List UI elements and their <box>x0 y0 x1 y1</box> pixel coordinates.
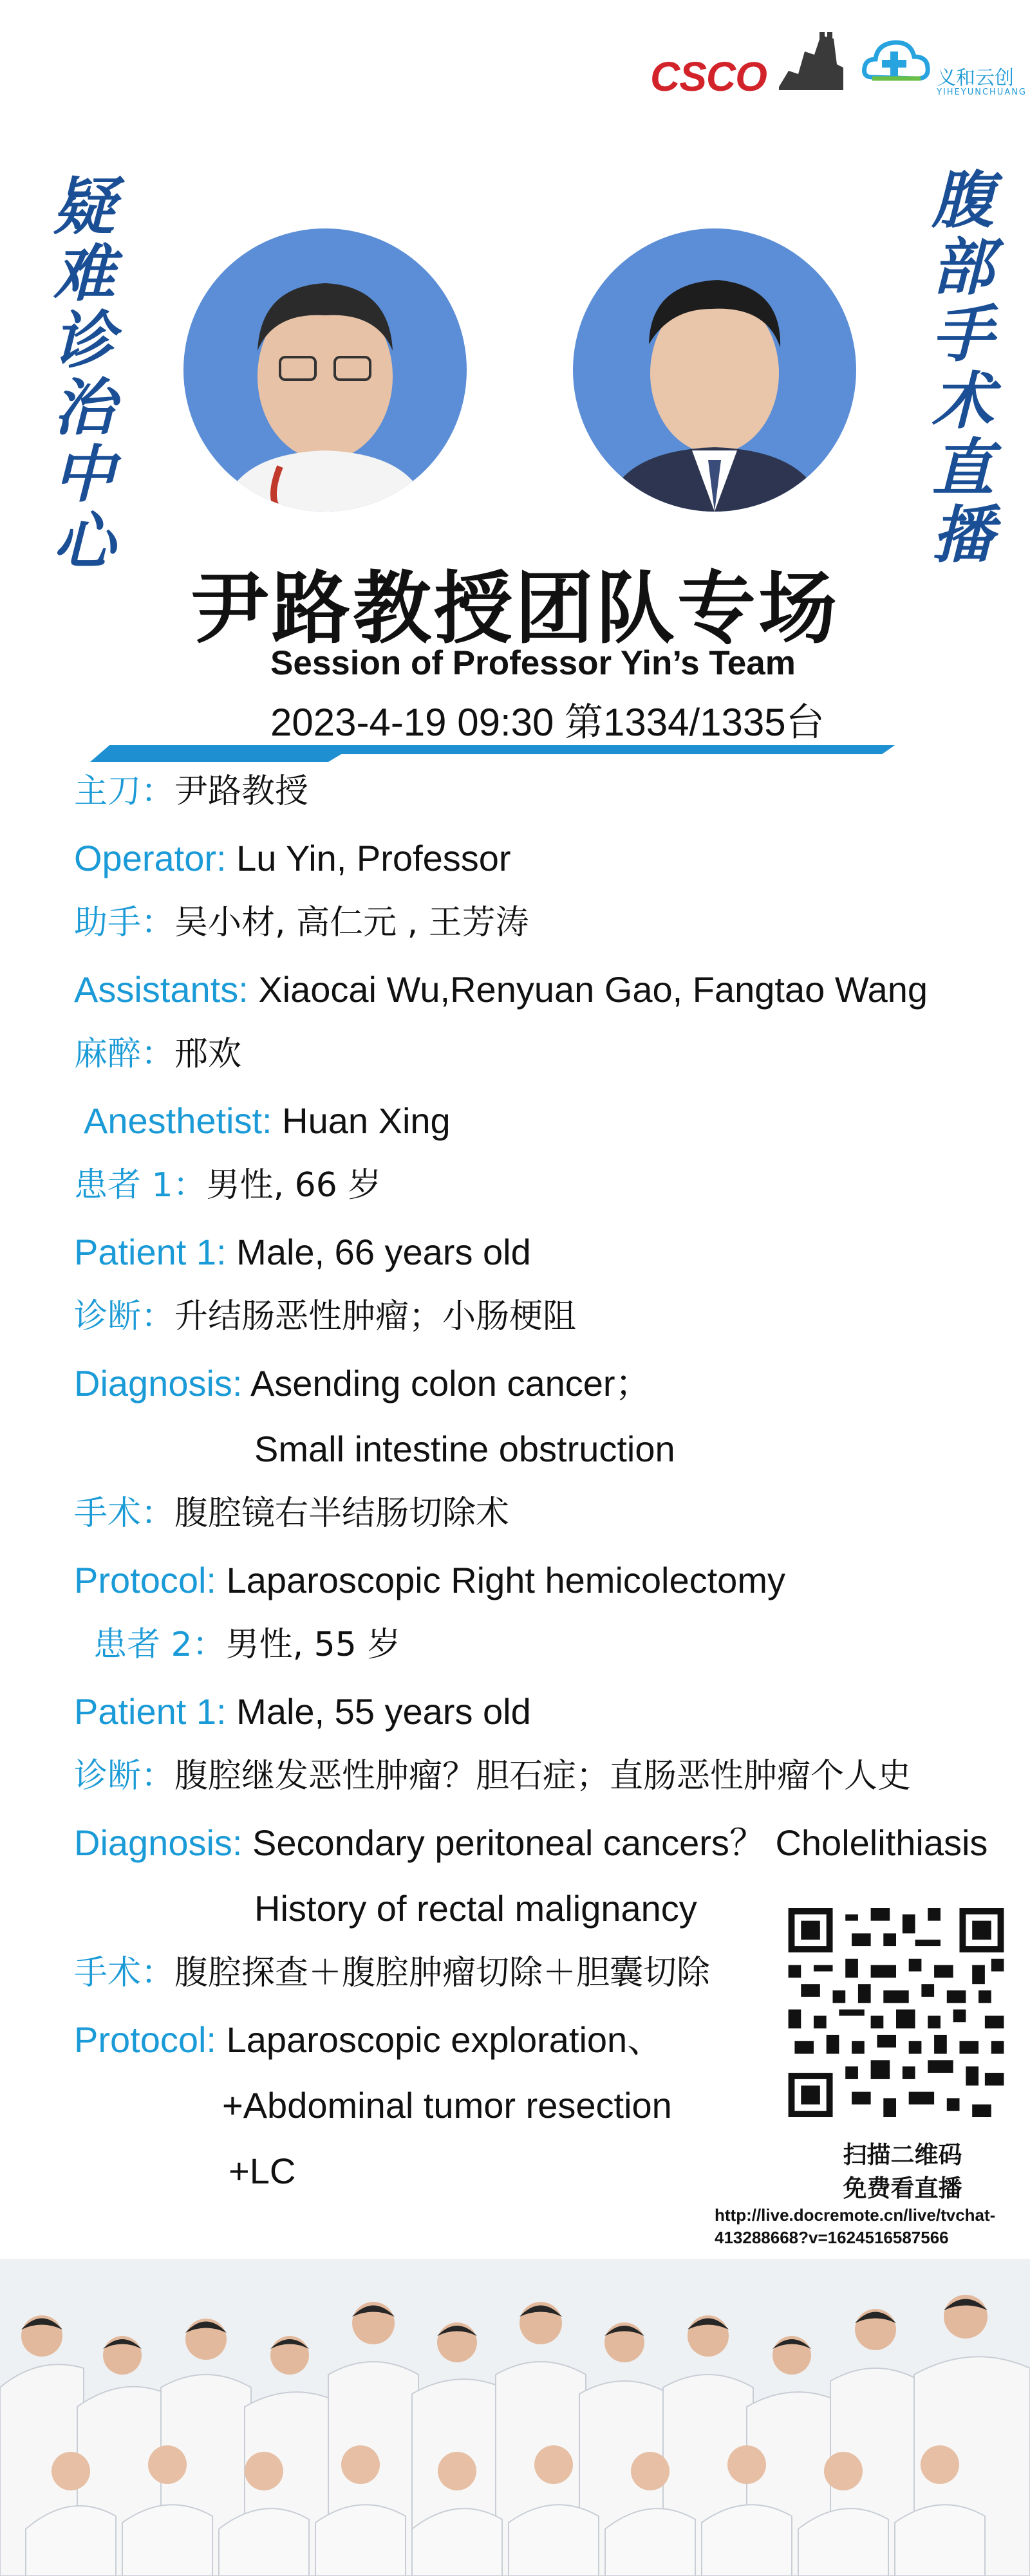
info-line: 助手：吴小材, 高仁元 , 王芳涛 <box>74 903 529 942</box>
info-line: 麻醉：邢欢 <box>74 1035 242 1073</box>
divider-stripe <box>90 745 895 762</box>
info-line: 手术：腹腔探查＋腹腔肿瘤切除＋胆囊切除 <box>74 1954 711 1992</box>
info-line: +Abdominal tumor resection <box>222 2085 672 2126</box>
info-line: Patient 1: Male, 66 years old <box>74 1232 531 1272</box>
qr-caption-watch: 免费看直播 <box>843 2174 962 2202</box>
info-line: +LC <box>229 2151 296 2191</box>
info-line: Protocol: Laparoscopic exploration、 <box>74 2019 664 2060</box>
page-title: 尹路教授团队专场 <box>191 563 839 654</box>
info-line: Diagnosis: Asending colon cancer； <box>74 1363 651 1404</box>
info-line: Diagnosis: Secondary peritoneal cancers？ Cholelithiasis <box>74 1822 988 1863</box>
vertical-title-right: 腹部手术直播 <box>922 167 995 569</box>
team-group-photo <box>0 2259 1030 2576</box>
info-line: 手术：腹腔镜右半结肠切除术 <box>74 1494 510 1533</box>
info-line: 诊断：升结肠恶性肿瘤；小肠梗阻 <box>74 1297 577 1336</box>
info-line: 患者 2：男性, 55 岁 <box>93 1626 401 1664</box>
info-line: 患者 1：男性, 66 岁 <box>74 1166 382 1205</box>
qr-code[interactable] <box>787 1908 1006 2117</box>
csco-logo: CSCO <box>650 53 767 100</box>
cloud-plus-logo-icon <box>859 32 933 93</box>
info-line: History of rectal malignancy <box>254 1888 697 1929</box>
info-line: 诊断：腹腔继发恶性肿瘤？胆石症；直肠恶性肿瘤个人史 <box>74 1757 912 1795</box>
info-line: Protocol: Laparoscopic Right hemicolectomy <box>74 1560 785 1600</box>
great-wall-logo-icon <box>776 26 847 97</box>
info-line: Assistants: Xiaocai Wu,Renyuan Gao, Fangtao Wang <box>74 969 928 1010</box>
live-url-link[interactable]: http://live.docremote.cn/live/tvchat-413288668?v=1624516587566 <box>715 2205 996 2248</box>
info-line: 主刀：尹路教授 <box>74 772 309 811</box>
info-line: Small intestine obstruction <box>254 1429 675 1469</box>
professor-portrait-left <box>183 228 467 512</box>
session-datetime: 2023-4-19 09:30 第1334/1335台 <box>270 701 825 744</box>
qr-caption-scan: 扫描二维码 <box>843 2141 962 2169</box>
info-line: Operator: Lu Yin, Professor <box>74 838 511 878</box>
vertical-title-left: 疑难诊治中心 <box>43 174 116 575</box>
info-line: Anesthetist: Huan Xing <box>84 1100 451 1141</box>
page-subtitle: Session of Professor Yin’s Team <box>270 644 796 682</box>
info-line: Patient 1: Male, 55 years old <box>74 1691 531 1732</box>
partner-logo-subtext: YIHEYUNCHUANG <box>937 88 1027 97</box>
professor-portrait-right <box>573 228 856 512</box>
partner-logo-text: 义和云创 <box>937 67 1014 89</box>
